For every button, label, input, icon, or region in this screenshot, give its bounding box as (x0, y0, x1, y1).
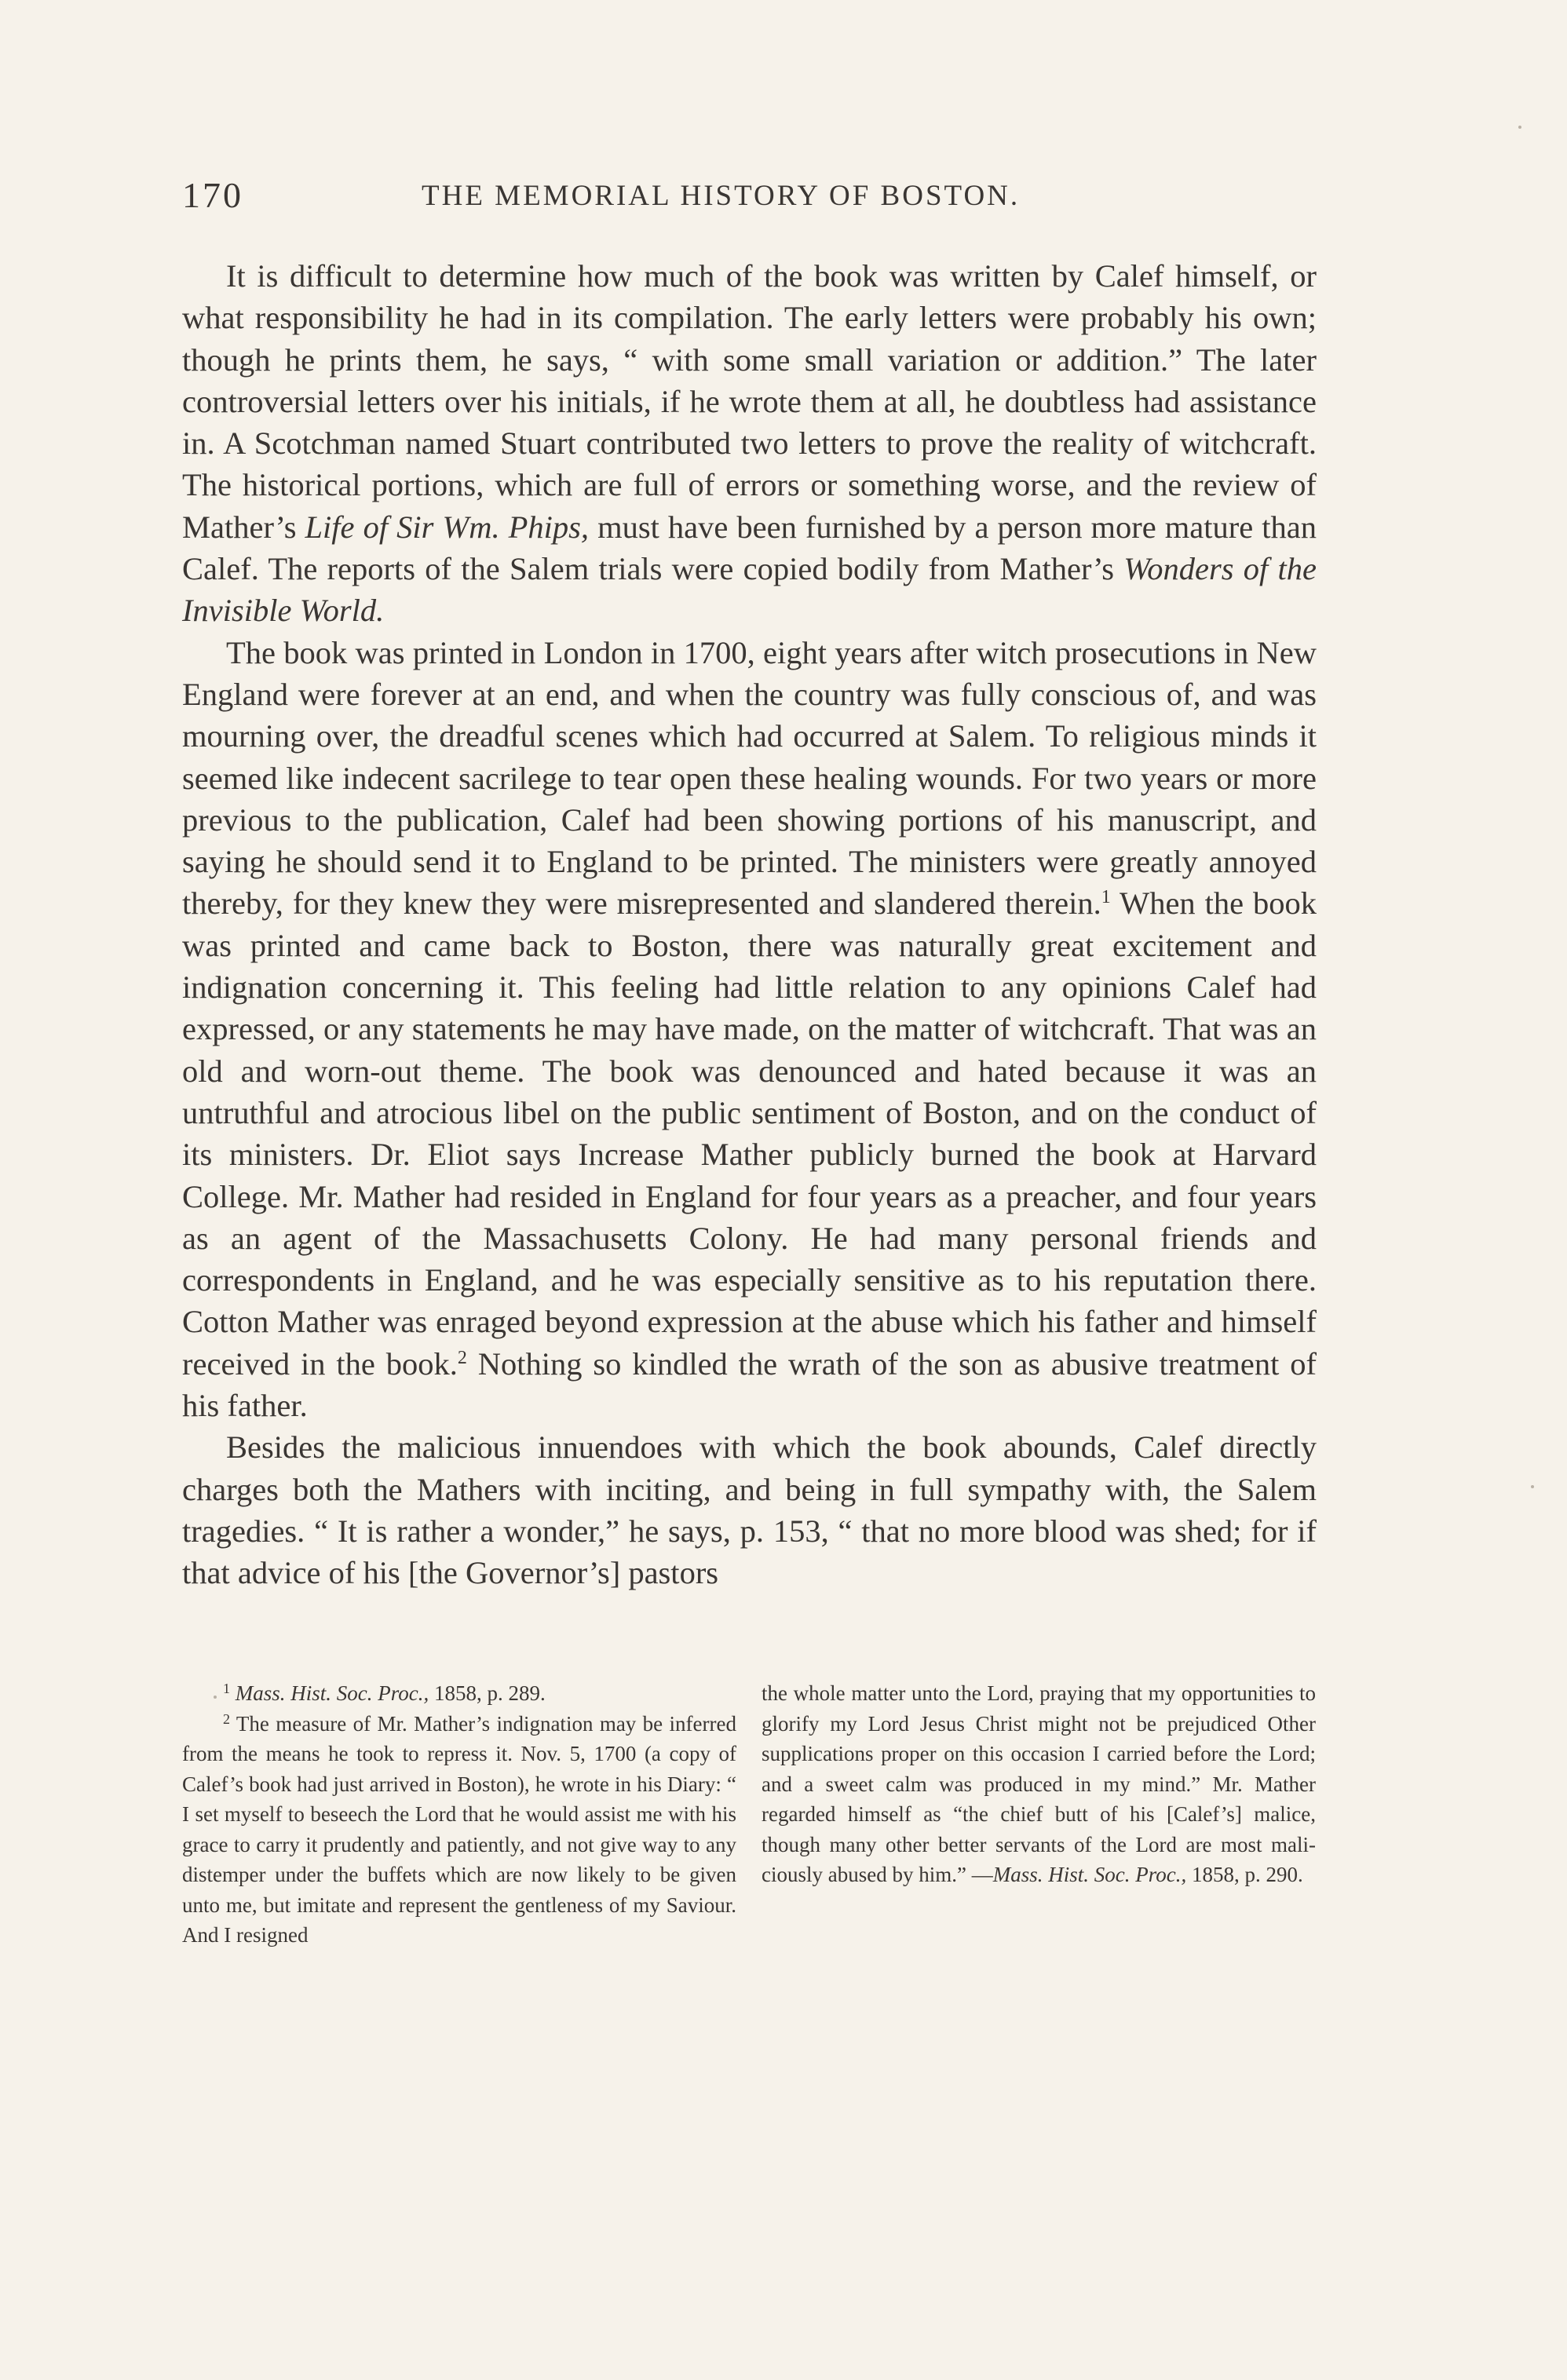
footnote-1-rest: 1858, p. 289. (429, 1681, 546, 1705)
book-title-wonders: Wonders of the Invisible World. (182, 551, 1317, 629)
paragraph-3-text: Besides the malicious innuendoes with which the book abounds, Calef directly charges both the Mathers with inciting, and being in full sympathy with, the Salem tragedies. “ It is rather a wonder,” he says, p. 153, “ that no more blood was shed; for if that advice of his [the Governor’s] pastors (182, 1429, 1317, 1591)
footnote-ref-1[interactable]: 1 (1101, 887, 1111, 908)
footnote-1-source: Mass. Hist. Soc. Proc., (235, 1681, 429, 1705)
paper-speck (214, 1696, 217, 1699)
footnote-2-right-end: 1858, p. 290. (1186, 1863, 1303, 1886)
footnote-column-right (762, 1678, 1316, 1890)
footnote-2-mark: 2 (223, 1710, 230, 1727)
body-text (182, 255, 1317, 1594)
footnote-1-mark: 1 (223, 1681, 230, 1696)
running-head (182, 174, 1360, 221)
footnote-1 (182, 1678, 736, 1709)
paragraph-2-part-c: Nothing so kindled the wrath of the son as abusive treatment of his father. (182, 1345, 1317, 1424)
paper-speck (1531, 1485, 1534, 1488)
paper-speck (1518, 126, 1521, 129)
footnote-ref-2[interactable]: 2 (457, 1347, 467, 1368)
footnote-column-left (182, 1678, 736, 1951)
page-number: 170 (182, 175, 243, 215)
paragraph-2-part-a: The book was printed in London in 1700, eight years after witch prosecutions in New England were forever at an end, and when the country was fully conscious of, and was mourning over, the dreadful scenes which had occurred at Salem. To religious minds it seemed like indecent sacrilege to tear open these healing wounds. For two years or more previous to the publication, Calef had been showing portions of his manuscript, and saying he should send it to England to be printed. The ministers were greatly annoyed thereby, for they knew they were misrepresented and slandered therein. (182, 634, 1317, 922)
footnote-2-right-text: the whole matter unto the Lord, praying that my opportunities to glorify my Lord Jesus Christ might not be prejudiced Other supplications proper on this occasion I carried before the Lord; and a sweet calm was produced in my mind.” Mr. Mather regarded himself as “the chief butt of his [Calef’s] malice, though many other better servants of the Lord are most maliciously abused by him.” — (762, 1681, 1316, 1886)
running-title: THE MEMORIAL HISTORY OF BOSTON. (422, 180, 1021, 212)
footnote-2-right-source: Mass. Hist. Soc. Proc., (992, 1863, 1187, 1886)
book-title-life-of-phips: Life of Sir Wm. Phips, (305, 509, 590, 545)
paragraph-3 (182, 1426, 1317, 1593)
paragraph-1-part-a: It is difficult to determine how much of the book was written by Calef himself, or what responsibility he had in its compilation. The early letters were probably his own; though he prints them, he says, “ with some small variation or addition.” The later controversial letters over his initials, if he wrote them at all, he doubtless had assistance in. A Scotchman named Stuart contributed two letters to prove the reality of witchcraft. The historical portions, which are full of errors or something worse, and the review of Mather’s (182, 258, 1317, 545)
paragraph-2-part-b: When the book was printed and came back to Boston, there was naturally great excitement and indignation concerning it. This feeling had little relation to any opinions Calef had expressed, or any statements he may have made, on the matter of witchcraft. That was an old and worn-out theme. The book was denounced and hated because it was an untruthful and atrocious libel on the public sentiment of Boston, and on the conduct of its ministers. Dr. Eliot says Increase Mather publicly burned the book at Harvard College. Mr. Mather had resided in England for four years as a preacher, and four years as an agent of the Massachusetts Colony. He had many personal friends and correspondents in England, and he was especially sensitive as to his reputation there. Cotton Mather was enraged beyond expression at the abuse which his father and himself received in the book. (182, 885, 1317, 1382)
footnote-2 (182, 1709, 736, 1951)
footnote-2-left-text: The measure of Mr. Mather’s indignation may be inferred from the means he took to repress it. Nov. 5, 1700 (a copy of Calef’s book had just arrived in Boston), he wrote in his Diary: “ I set myself to beseech the Lord that he would assist me with his grace to carry it prudently and patiently, and not give way to any distemper under the buffets which are now likely to be given unto me, but imitate and represent the gentleness of my Saviour. And I resigned (182, 1711, 736, 1947)
paragraph-2 (182, 632, 1317, 1427)
paragraph-1 (182, 255, 1317, 632)
paragraph-1-part-b: must have been furnished by a person more mature than Calef. The reports of the Salem trials were copied bodily from Mather’s (182, 509, 1317, 587)
footnote-2-continued (762, 1678, 1316, 1890)
